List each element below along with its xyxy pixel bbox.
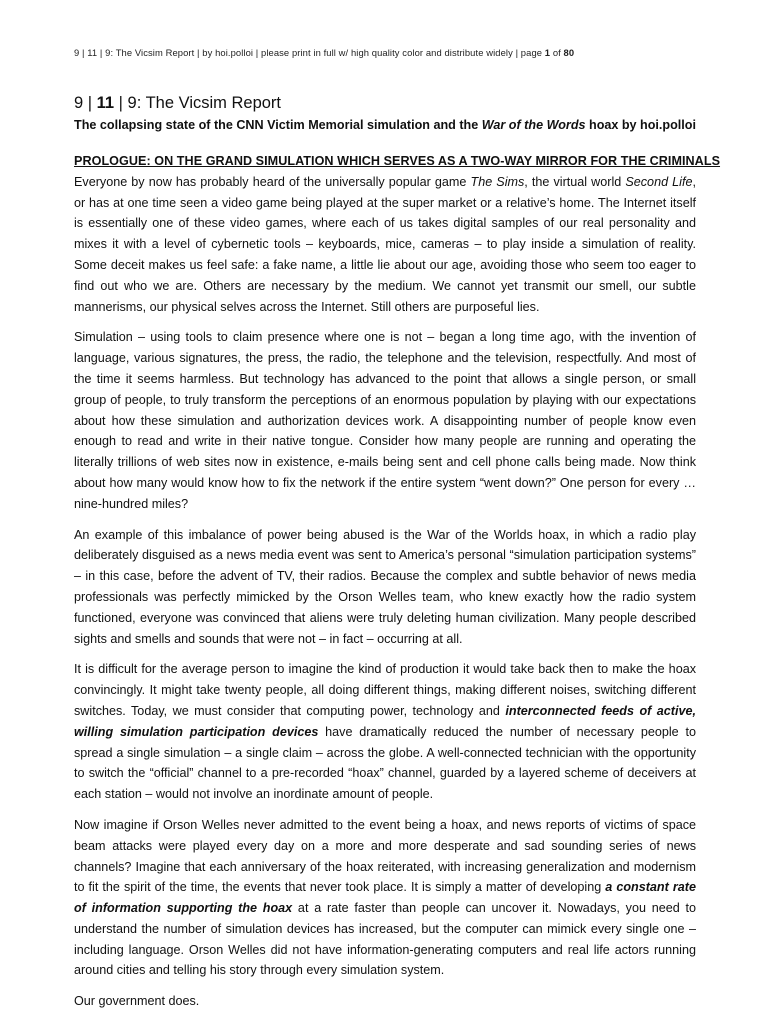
header-text: 9 | 11 | 9: The Vicsim Report | by hoi.polloi | please print in full w/ high quality color and distribute widely | page [74, 47, 545, 58]
page-total: 80 [563, 47, 575, 58]
title-part-1: 9 | [74, 94, 97, 112]
p1-second-life: Second Life [625, 174, 693, 189]
document-body [74, 151, 721, 1022]
p1-text-b: , the virtual world [524, 174, 626, 189]
p1-text-c: , or has at one time seen a video game being played at the super market or a relative’s home. The Internet itself is essentially one of these video games, where each of us takes digital samples of our real personality and mixes it with a level of cybernetic tools – keyboards, mice, cameras – to play inside a simulation of reality. Some deceit makes us feel safe: a fake name, a little lie about our age, avoiding those who seem too eager to find out who we are. Others are necessary by the medium. We cannot yet transmit our smell, our subtle mannerisms, our physical selves across the Internet. Still others are purposeful lies. [74, 174, 696, 314]
subtitle-italic: War of the Words [481, 118, 586, 132]
page-of-label: of [550, 47, 564, 58]
document-subtitle [74, 117, 696, 134]
p1-text-a: Everyone by now has probably heard of the universally popular game [74, 174, 471, 189]
p4-text-b: have dramatically reduced the number of necessary people to spread a single simulation – a single claim – across the globe. A well-connected technician with the opportunity to switch the “official” channel to a pre-recorded “hoax” channel, guarded by a layered scheme of deceivers at each station – would not involve an inordinate amount of people. [74, 724, 696, 802]
p4-emphasis: interconnected feeds of active, willing simulation participation devices [74, 703, 696, 739]
running-header [74, 47, 696, 59]
subtitle-part-1: The collapsing state of the CNN Victim Memorial simulation and the [74, 118, 482, 132]
document-title [74, 93, 281, 113]
byline: by hoi.polloi [621, 118, 696, 132]
title-part-2: 11 [96, 94, 115, 112]
paragraph-3: An example of this imbalance of power being abused is the War of the Worlds hoax, in which a radio play deliberately disguised as a news media event was sent to America’s personal “simulation participation systems” – in this case, before the advent of TV, their radios. Because the complex and subtle behavior of news media professionals was perfectly mimicked by the Orson Welles team, who knew exactly how the radio system functioned, everyone was convinced that aliens were truly deleting human civilization. Many people described sights and smells and sounds that were not – in fact – occurring at all. [74, 527, 696, 646]
page-number: 1 [544, 47, 551, 58]
paragraph-6: Our government does. [74, 994, 200, 1009]
prologue-heading: PROLOGUE: ON THE GRAND SIMULATION WHICH SERVES AS A TWO-WAY MIRROR FOR THE CRIMINALS [74, 154, 721, 168]
p5-emphasis: a constant rate of information supporting the hoax [74, 880, 696, 916]
p4-text-a: It is difficult for the average person to imagine the kind of production it would take back then to make the hoax convincingly. It might take twenty people, all doing different things, making different noises, switching different switches. Today, we must consider that computing power, technology and [74, 662, 696, 718]
p1-the-sims: The Sims [470, 174, 525, 189]
paragraph-5 [74, 815, 696, 981]
p5-text-b: at a rate faster than people can uncover it. Nowadays, you need to understand the number of simulation devices has increased, but the computer can mimick every single one – including language. Orson Welles did not have information-generating computers and real life actors running around cities and telling his story through every simulation system. [74, 901, 696, 978]
title-part-3: | 9: The Vicsim Report [114, 94, 282, 112]
subtitle-part-2: hoax [585, 118, 619, 132]
paragraph-4 [74, 659, 696, 805]
paragraph-2: Simulation – using tools to claim presence where one is not – began a long time ago, with the invention of language, various signatures, the press, the radio, the telephone and the television, respectfully. And most of the time it seems harmless. But technology has advanced to the point that allows a single person, or small group of people, to truly transform the perceptions of an enormous population by playing with our expectations about how these simulation and authorization devices work. A disappointing number of people know even enough to read and write in their native tongue. Consider how many people are running and operating the literally trillions of web sites now in existence, e-mails being sent and cell phone calls being made. Now think about how many would know how to fix the network if the entire system “went down?” One person for every … nine-hundred miles? [74, 330, 696, 511]
prologue-paragraph [74, 151, 721, 317]
p5-text-a: Now imagine if Orson Welles never admitted to the event being a hoax, and news reports of victims of space beam attacks were played every day on a more and more desperate and sad sounding series of news channels? Imagine that each anniversary of the hoax reiterated, with increasing generalization and modernism to fit the spirit of the time, the events that never took place. It is simply a matter of developing [74, 817, 696, 895]
